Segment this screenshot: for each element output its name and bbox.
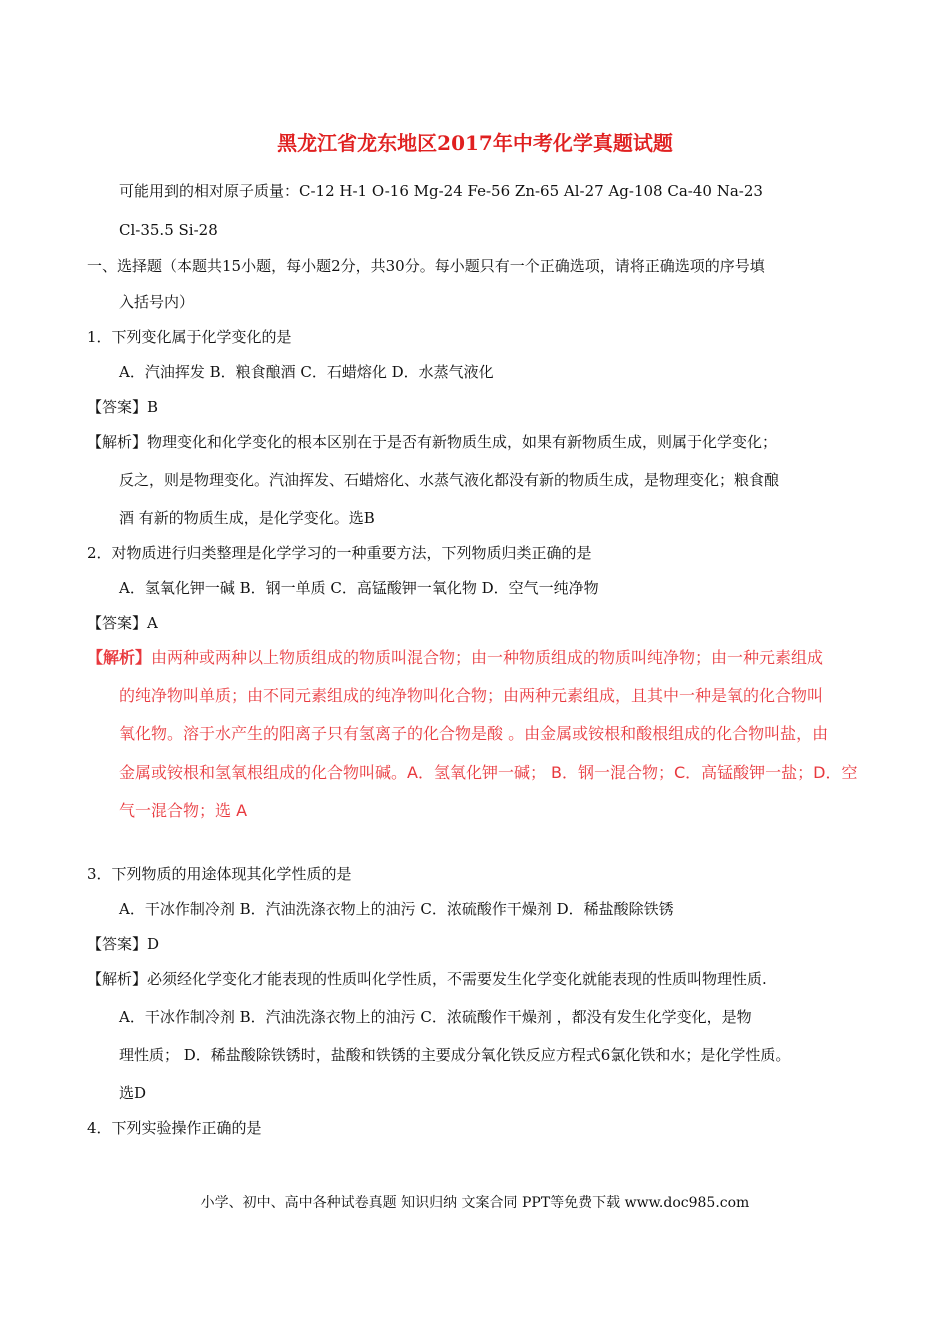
question-3-options: A．干冰作制冷剂 B．汽油洗涤衣物上的油污 C．浓硫酸作干燥剂 D．稀盐酸除铁锈 [119,900,674,918]
question-1-analysis-line-1: 【解析】物理变化和化学变化的根本区别在于是否有新物质生成，如果有新物质生成，则属于化学变化； [87,433,778,451]
question-3-analysis-line-2: A．干冰作制冷剂 B．汽油洗涤衣物上的油污 C．浓硫酸作干燥剂 ，都没有发生化学变化，是物 [119,1008,752,1026]
question-3-answer: 【答案】D [87,935,160,953]
atomic-mass-line-2: Cl-35.5 Si-28 [119,221,218,239]
question-2-analysis-line-5: 气一混合物；选 A [119,801,248,820]
question-2-analysis-line-3: 氧化物。溶于水产生的阳离子只有氢离子的化合物是酸 。由金属或铵根和酸根组成的化合物叫盐，由 [119,724,829,743]
page-footer: 小学、初中、高中各种试卷真题 知识归纳 文案合同 PPT等免费下载 www.doc985.com [200,1195,750,1211]
question-3-stem: 3．下列物质的用途体现其化学性质的是 [87,865,352,883]
question-2-options: A．氢氧化钾一碱 B．钢一单质 C．高锰酸钾一氧化物 D．空气一纯净物 [119,579,599,597]
section-heading-line-2: 入括号内） [119,293,195,311]
question-1-options: A．汽油挥发 B．粮食酿酒 C．石蜡熔化 D．水蒸气液化 [119,363,494,381]
question-3-analysis-line-4: 选D [119,1084,147,1102]
question-1-stem: 1．下列变化属于化学变化的是 [87,328,292,346]
question-3-analysis-line-1: 【解析】必须经化学变化才能表现的性质叫化学性质，不需要发生化学变化就能表现的性质叫物理性质. [87,970,767,988]
question-1-analysis-line-3: 酒 有新的物质生成，是化学变化。选B [119,509,375,527]
atomic-mass-line-1: 可能用到的相对原子质量：C-12 H-1 O-16 Mg-24 Fe-56 Zn-65 Al-27 Ag-108 Ca-40 Na-23 [119,182,763,200]
question-2-analysis-line-2: 的纯净物叫单质；由不同元素组成的纯净物叫化合物；由两种元素组成，且其中一种是氧的化合物叫 [119,686,824,705]
question-4-stem: 4．下列实验操作正确的是 [87,1119,262,1137]
question-2-answer: 【答案】A [87,614,158,632]
question-2-analysis-line-1 [87,647,823,669]
question-2-analysis-line-4: 金属或铵根和氢氧根组成的化合物叫碱。A．氢氧化钾一碱； B．钢一混合物；C．高锰酸钾一盐；D．空 [119,763,858,782]
question-1-answer: 【答案】B [87,398,159,416]
document-title: 黑龙江省龙东地区2017年中考化学真题试题 [277,131,673,155]
section-heading-line-1: 一、选择题（本题共15小题，每小题2分，共30分。每小题只有一个正确选项，请将正确选项的序号填 [87,257,765,275]
analysis-tag: 【解析】 [87,648,152,667]
question-1-analysis-line-2: 反之，则是物理变化。汽油挥发、石蜡熔化、水蒸气液化都没有新的物质生成，是物理变化；粮食酿 [119,471,780,489]
question-2-stem: 2．对物质进行归类整理是化学学习的一种重要方法，下列物质归类正确的是 [87,544,592,562]
question-2-analysis-text-1: 由两种或两种以上物质组成的物质叫混合物；由一种物质组成的物质叫纯净物；由一种元素组成 [151,648,824,667]
question-3-analysis-line-3: 理性质； D．稀盐酸除铁锈时，盐酸和铁锈的主要成分氧化铁反应方程式6氯化铁和水；是化学性质。 [119,1046,791,1064]
